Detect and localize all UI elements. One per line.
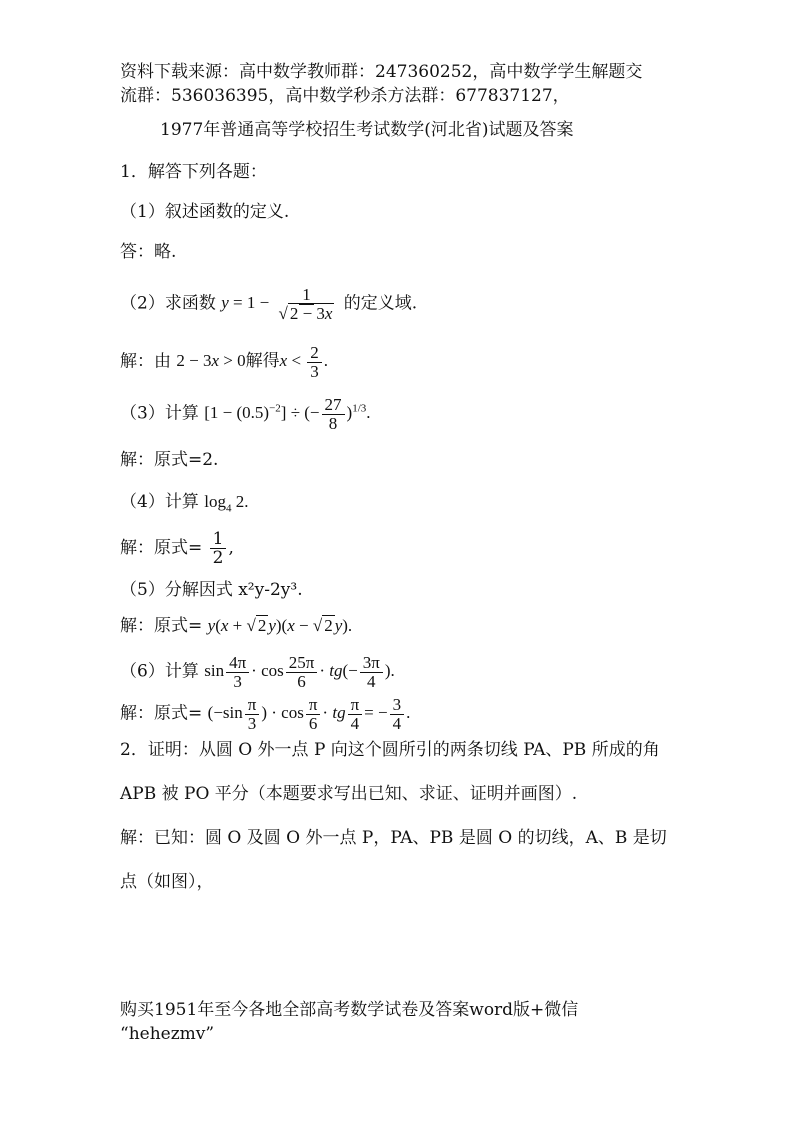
q1-answer6 <box>120 696 410 733</box>
q1-answer6-prefix: 解：原式= <box>120 703 203 724</box>
footer-line-1: 购买1951年至今各地全部高考数学试卷及答案word版+微信 <box>120 1000 579 1020</box>
q1-part6-formula: sin $\frac{4\pi}{3}$ · cos $\frac{25\pi}{6}$ · tg(− $\frac{3\pi}{4}$ ). <box>204 653 395 691</box>
q1-part4-formula: $\log_4 2$. <box>204 492 249 515</box>
q1-part5: （5）分解因式 x²y-2y³. <box>120 580 303 600</box>
q1-answer6-formula: (−sin $\frac{\pi}{3}$ ) · cos $\frac{\pi}{6}$ · tg $\frac{\pi}{4}$ = − $\frac{3}{4}$ . <box>207 695 411 733</box>
q1-answer4-prefix: 解：原式= <box>120 538 203 558</box>
q1-part6 <box>120 654 395 691</box>
q1-part2 <box>120 286 417 323</box>
q1-answer3: 解：原式=2. <box>120 450 219 470</box>
q1-answer5-prefix: 解：原式= <box>120 616 203 636</box>
page-title: 1977年普通高等学校招生考试数学(河北省)试题及答案 <box>160 120 574 140</box>
q1-part4 <box>120 490 248 520</box>
q1-part2-suffix: 的定义域. <box>343 293 418 314</box>
q1-heading: 1．解答下列各题： <box>120 162 267 182</box>
footer-line-2: “hehezmv” <box>120 1024 215 1044</box>
q2-line-2: APB 被 PO 平分（本题要求写出已知、求证、证明并画图）. <box>120 784 578 804</box>
q1-part6-prefix: （6）计算 <box>120 661 199 682</box>
q1-answer2-prefix: 解：由 <box>120 351 171 372</box>
q1-part3-formula: $[1 - (0.5)^{-2}]$ ÷ (− $\frac{27}{8}$ )$^{1/3}$. <box>204 395 371 433</box>
q1-answer4: 解：原式= $\frac{1}{2}$ , <box>120 529 234 568</box>
q1-part2-formula: y = 1 − $\frac{1}{√ 2 - 3x}$ <box>221 285 333 323</box>
q1-part4-prefix: （4）计算 <box>120 492 199 512</box>
q1-part2-prefix: （2）求函数 <box>120 293 216 314</box>
q1-answer4-formula: $\frac{1}{2}$ <box>210 530 227 567</box>
header-line-1: 资料下载来源：高中数学教师群：247360252，高中数学学生解题交 <box>120 62 643 82</box>
q2-line-3: 解：已知：圆 O 及圆 O 外一点 P，PA、PB 是圆 O 的切线，A、B 是切 <box>120 828 667 848</box>
q2-line-4: 点（如图）， <box>120 872 214 892</box>
q1-answer5-formula: y(x + √ 2 y)(x − √ 2 y). <box>207 616 353 635</box>
q2-line-1: 2．证明：从圆 O 外一点 P 向这个圆所引的两条切线 PA、PB 所成的角 <box>120 740 660 760</box>
q1-answer5 <box>120 614 352 638</box>
header-line-2: 流群：536036395，高中数学秒杀方法群：677837127， <box>120 86 570 106</box>
q1-part1: （1）叙述函数的定义. <box>120 202 290 222</box>
q1-answer2 <box>120 344 328 381</box>
q1-part3 <box>120 396 371 433</box>
q1-part3-prefix: （3）计算 <box>120 403 199 424</box>
q1-answer2-formula: 2 − 3x > 0解得x < $\frac{2}{3}$ . <box>176 343 329 381</box>
q1-answer1: 答：略. <box>120 242 177 262</box>
